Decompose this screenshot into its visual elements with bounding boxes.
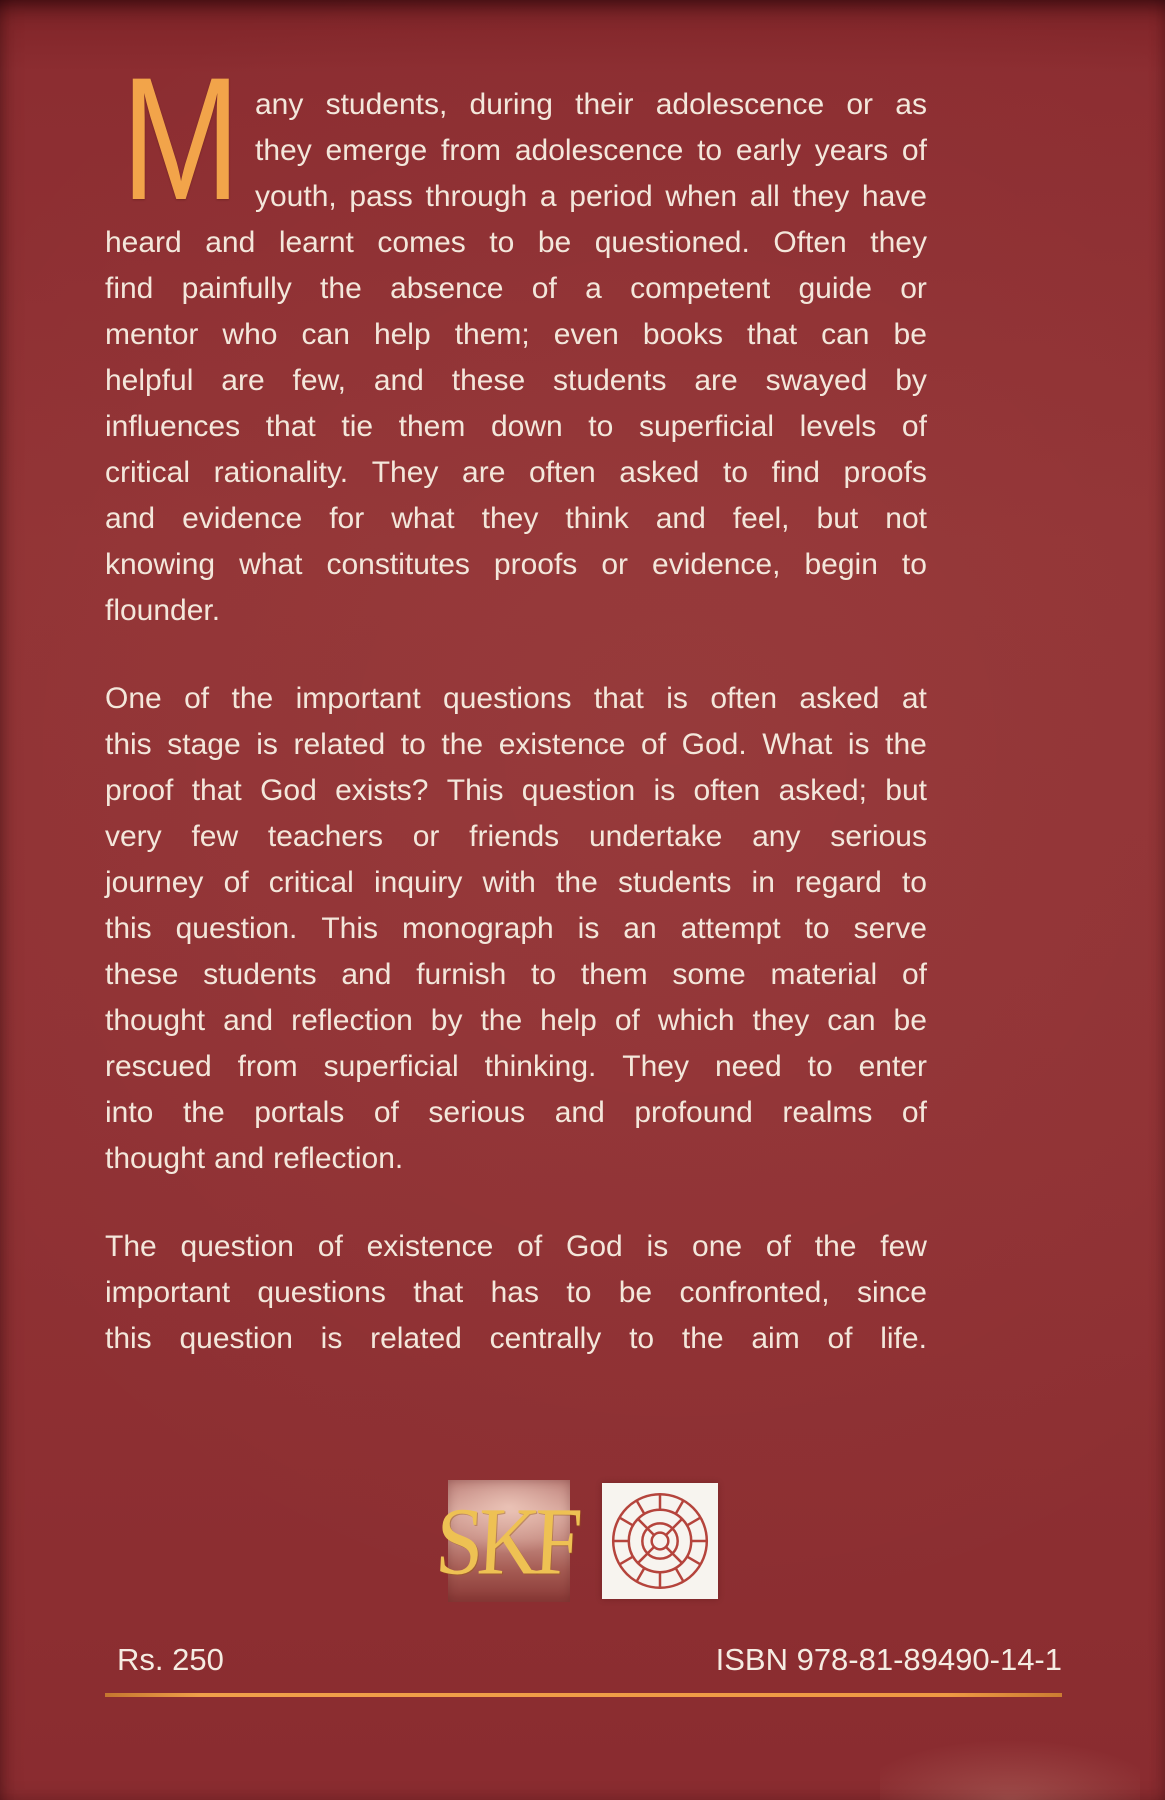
text-line: The question of existence of God is one of the few [105,1230,927,1263]
text-line: helpful are few, and these students are swayed by [105,364,927,397]
text-line: this stage is related to the existence of God. What is the [105,728,927,761]
text-line: youth, pass through a period when all they have [255,180,927,213]
wheel-emblem-icon [608,1489,712,1593]
text-line: proof that God exists? This question is often asked; but [105,774,927,807]
paragraph [105,1224,927,1362]
wheel-inner-spokes [637,1519,681,1563]
text-line: knowing what constitutes proofs or evidence, begin to [105,548,927,581]
price-label: Rs. 250 [117,1642,224,1677]
text-line: this question. This monograph is an attempt to serve [105,912,927,945]
text-line: mentor who can help them; even books that can be [105,318,927,351]
text-line: journey of critical inquiry with the students in regard to [105,866,927,899]
publisher-wheel-logo [602,1483,718,1599]
drop-cap-letter: M [121,42,241,237]
skf-logo-text: SKF [432,1487,579,1595]
body-text [105,42,927,1362]
isbn-label: ISBN 978-81-89490-14-1 [715,1642,1062,1677]
skf-logo [432,1480,579,1602]
text-line: critical rationality. They are often asked to find proofs [105,456,927,489]
text-line: they emerge from adolescence to early years of [255,134,927,167]
text-line: thought and reflection by the help of which they can be [105,1004,927,1037]
text-line: important questions that has to be confronted, since [105,1276,927,1309]
publisher-logos [0,1478,1165,1604]
text-line: into the portals of serious and profound realms of [105,1096,927,1129]
text-line: find painfully the absence of a competent guide or [105,272,927,305]
text-line: thought and reflection. [105,1142,404,1175]
text-line: very few teachers or friends undertake any serious [105,820,927,853]
footer-rule [105,1693,1062,1697]
text-line: influences that tie them down to superficial levels of [105,410,927,443]
text-line: rescued from superficial thinking. They need to enter [105,1050,927,1083]
text-line: heard and learnt comes to be questioned. Often they [105,226,927,259]
text-line: and evidence for what they think and feel, but not [105,502,927,535]
text-line: this question is related centrally to the aim of life. [105,1322,927,1355]
text-line: any students, during their adolescence or as [255,88,927,121]
text-line: these students and furnish to them some material of [105,958,927,991]
text-line: flounder. [105,594,221,627]
text-line: One of the important questions that is often asked at [105,682,927,715]
paragraph [105,676,927,1182]
